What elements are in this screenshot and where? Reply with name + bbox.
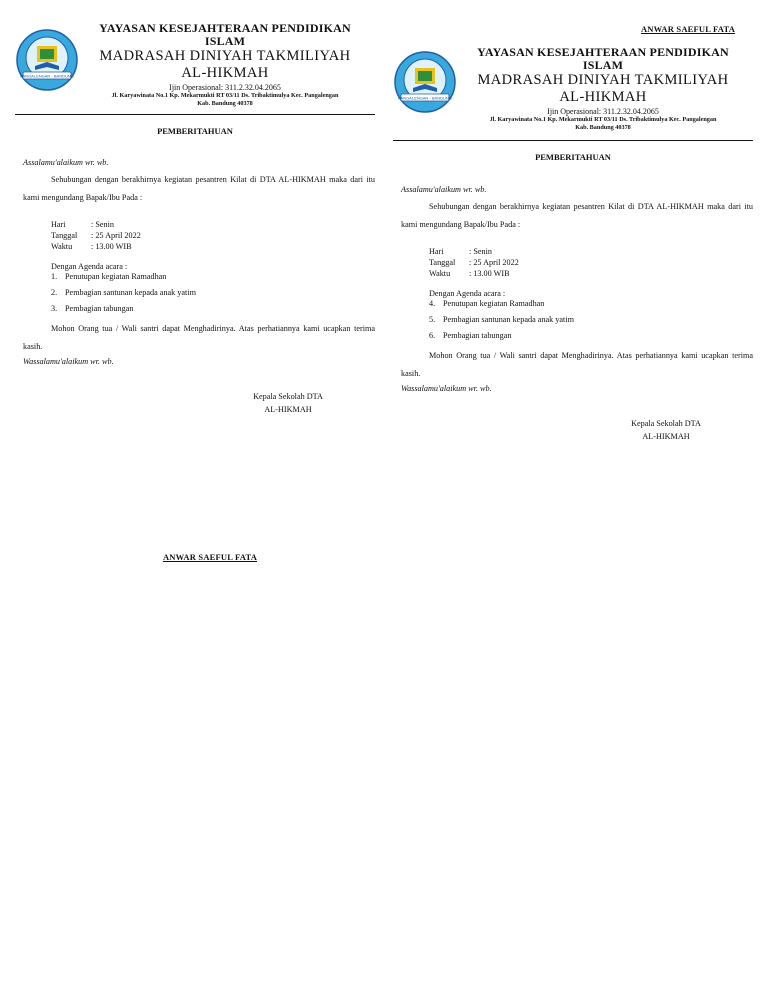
detail-value: : Senin [469,247,492,256]
detail-value: : 13.00 WIB [91,242,132,251]
foundation-name-line2: ISLAM [582,58,624,72]
signature-block [223,390,353,416]
signer-title: Kepala Sekolah DTA [253,392,323,401]
detail-row [429,257,753,268]
opening-greeting: Assalamu'alaikum wr. wb. [401,185,487,194]
detail-label: Waktu [429,269,451,278]
closing-greeting: Wassalamu'alaikum wr. wb. [23,357,114,366]
letter-body [23,158,375,416]
list-item [429,315,753,325]
detail-row [429,246,753,257]
list-item-text: Penutupan kegiatan Ramadhan [65,272,167,281]
letter-body [401,185,753,443]
list-item-text: Pembagian santunan kepada anak yatim [65,288,196,297]
letter-page-right [393,0,753,1006]
signer-school: AL-HIKMAH [264,405,312,414]
letter-title: PEMBERITAHUAN [157,126,233,136]
opening-greeting: Assalamu'alaikum wr. wb. [23,158,109,167]
list-item [51,288,375,298]
detail-value: : Senin [91,220,114,229]
foundation-name-line2: ISLAM [204,34,246,48]
closing-greeting: Wassalamu'alaikum wr. wb. [401,384,492,393]
list-item-text: Pembagian tabungan [443,331,512,340]
agenda-list [429,289,753,341]
letterhead-rule [15,114,375,115]
detail-label: Hari [429,247,444,256]
list-item [51,272,375,282]
foundation-name: YAYASAN KESEJAHTERAAN PENDIDIKAN [477,45,729,59]
list-item [429,299,753,309]
permit-number: Ijin Operasional: 311.2.32.04.2065 [547,107,659,116]
closing-paragraph: Mohon Orang tua / Wali santri dapat Menghadirinya. Atas perhatiannya kami ucapkan terima kasih. [401,351,753,378]
list-item-text: Pembagian tabungan [65,304,134,313]
detail-label: Hari [51,220,66,229]
signer-school: AL-HIKMAH [642,432,690,441]
signature-block [601,417,731,443]
signer-name-top: ANWAR SAEFUL FATA [640,24,736,34]
school-address-line2: Kab. Bandung 40378 [575,124,631,131]
letter-title: PEMBERITAHUAN [535,152,611,162]
intro-paragraph: Sehubungan dengan berakhirnya kegiatan pesantren Kilat di DTA AL-HIKMAH maka dari itu kami mengundang Bapak/Ibu Pada : [23,175,375,202]
detail-value: : 25 April 2022 [469,258,519,267]
list-item [51,304,375,314]
agenda-heading: Dengan Agenda acara : [429,289,506,298]
detail-value: : 13.00 WIB [469,269,510,278]
letterhead-text [453,46,753,132]
school-address: Jl. Karyawinata No.1 Kp. Mekarmukti RT 03/11 Ds. Tribaktimulya Kec. Pangalengan [111,92,339,99]
detail-value: : 25 April 2022 [91,231,141,240]
school-name: MADRASAH DINIYAH TAKMILIYAH [477,72,729,88]
letterhead-rule [393,140,753,141]
list-item-text: Penutupan kegiatan Ramadhan [443,299,545,308]
school-name: MADRASAH DINIYAH TAKMILIYAH [99,48,351,64]
detail-row [429,268,753,279]
letter-page-left [15,0,375,1006]
agenda-heading: Dengan Agenda acara : [51,262,128,271]
detail-row [51,241,375,252]
intro-paragraph: Sehubungan dengan berakhirnya kegiatan pesantren Kilat di DTA AL-HIKMAH maka dari itu kami mengundang Bapak/Ibu Pada : [401,202,753,229]
event-details [51,219,375,252]
detail-label: Tanggal [51,231,78,240]
closing-paragraph: Mohon Orang tua / Wali santri dapat Menghadirinya. Atas perhatiannya kami ucapkan terima kasih. [23,324,375,351]
school-name-line2: AL-HIKMAH [181,65,269,81]
signer-title: Kepala Sekolah DTA [631,419,701,428]
detail-label: Waktu [51,242,73,251]
school-logo-icon [393,50,457,114]
school-name-line2: AL-HIKMAH [559,89,647,105]
list-item-number: 5. [429,315,436,324]
list-item-text: Pembagian santunan kepada anak yatim [443,315,574,324]
letterhead-text [75,22,375,108]
list-item [429,331,753,341]
foundation-name: YAYASAN KESEJAHTERAAN PENDIDIKAN [99,21,351,35]
school-address: Jl. Karyawinata No.1 Kp. Mekarmukti RT 03/11 Ds. Tribaktimulya Kec. Pangalengan [489,116,717,123]
logo-banner-text: PANGALENGAN - BANDUNG [20,73,74,79]
list-item-number: 2. [51,288,58,297]
list-item-number: 6. [429,331,436,340]
permit-number: Ijin Operasional: 311.2.32.04.2065 [169,83,281,92]
detail-row [51,230,375,241]
detail-label: Tanggal [429,258,456,267]
logo-banner-text: PANGALENGAN - BANDUNG [398,95,452,101]
event-details [429,246,753,279]
list-item-number: 1. [51,272,58,281]
agenda-list [51,262,375,314]
detail-row [51,219,375,230]
list-item-number: 3. [51,304,58,313]
list-item-number: 4. [429,299,436,308]
school-logo-icon [15,28,79,92]
school-address-line2: Kab. Bandung 40378 [197,100,253,107]
signer-name: ANWAR SAEFUL FATA [162,552,258,562]
